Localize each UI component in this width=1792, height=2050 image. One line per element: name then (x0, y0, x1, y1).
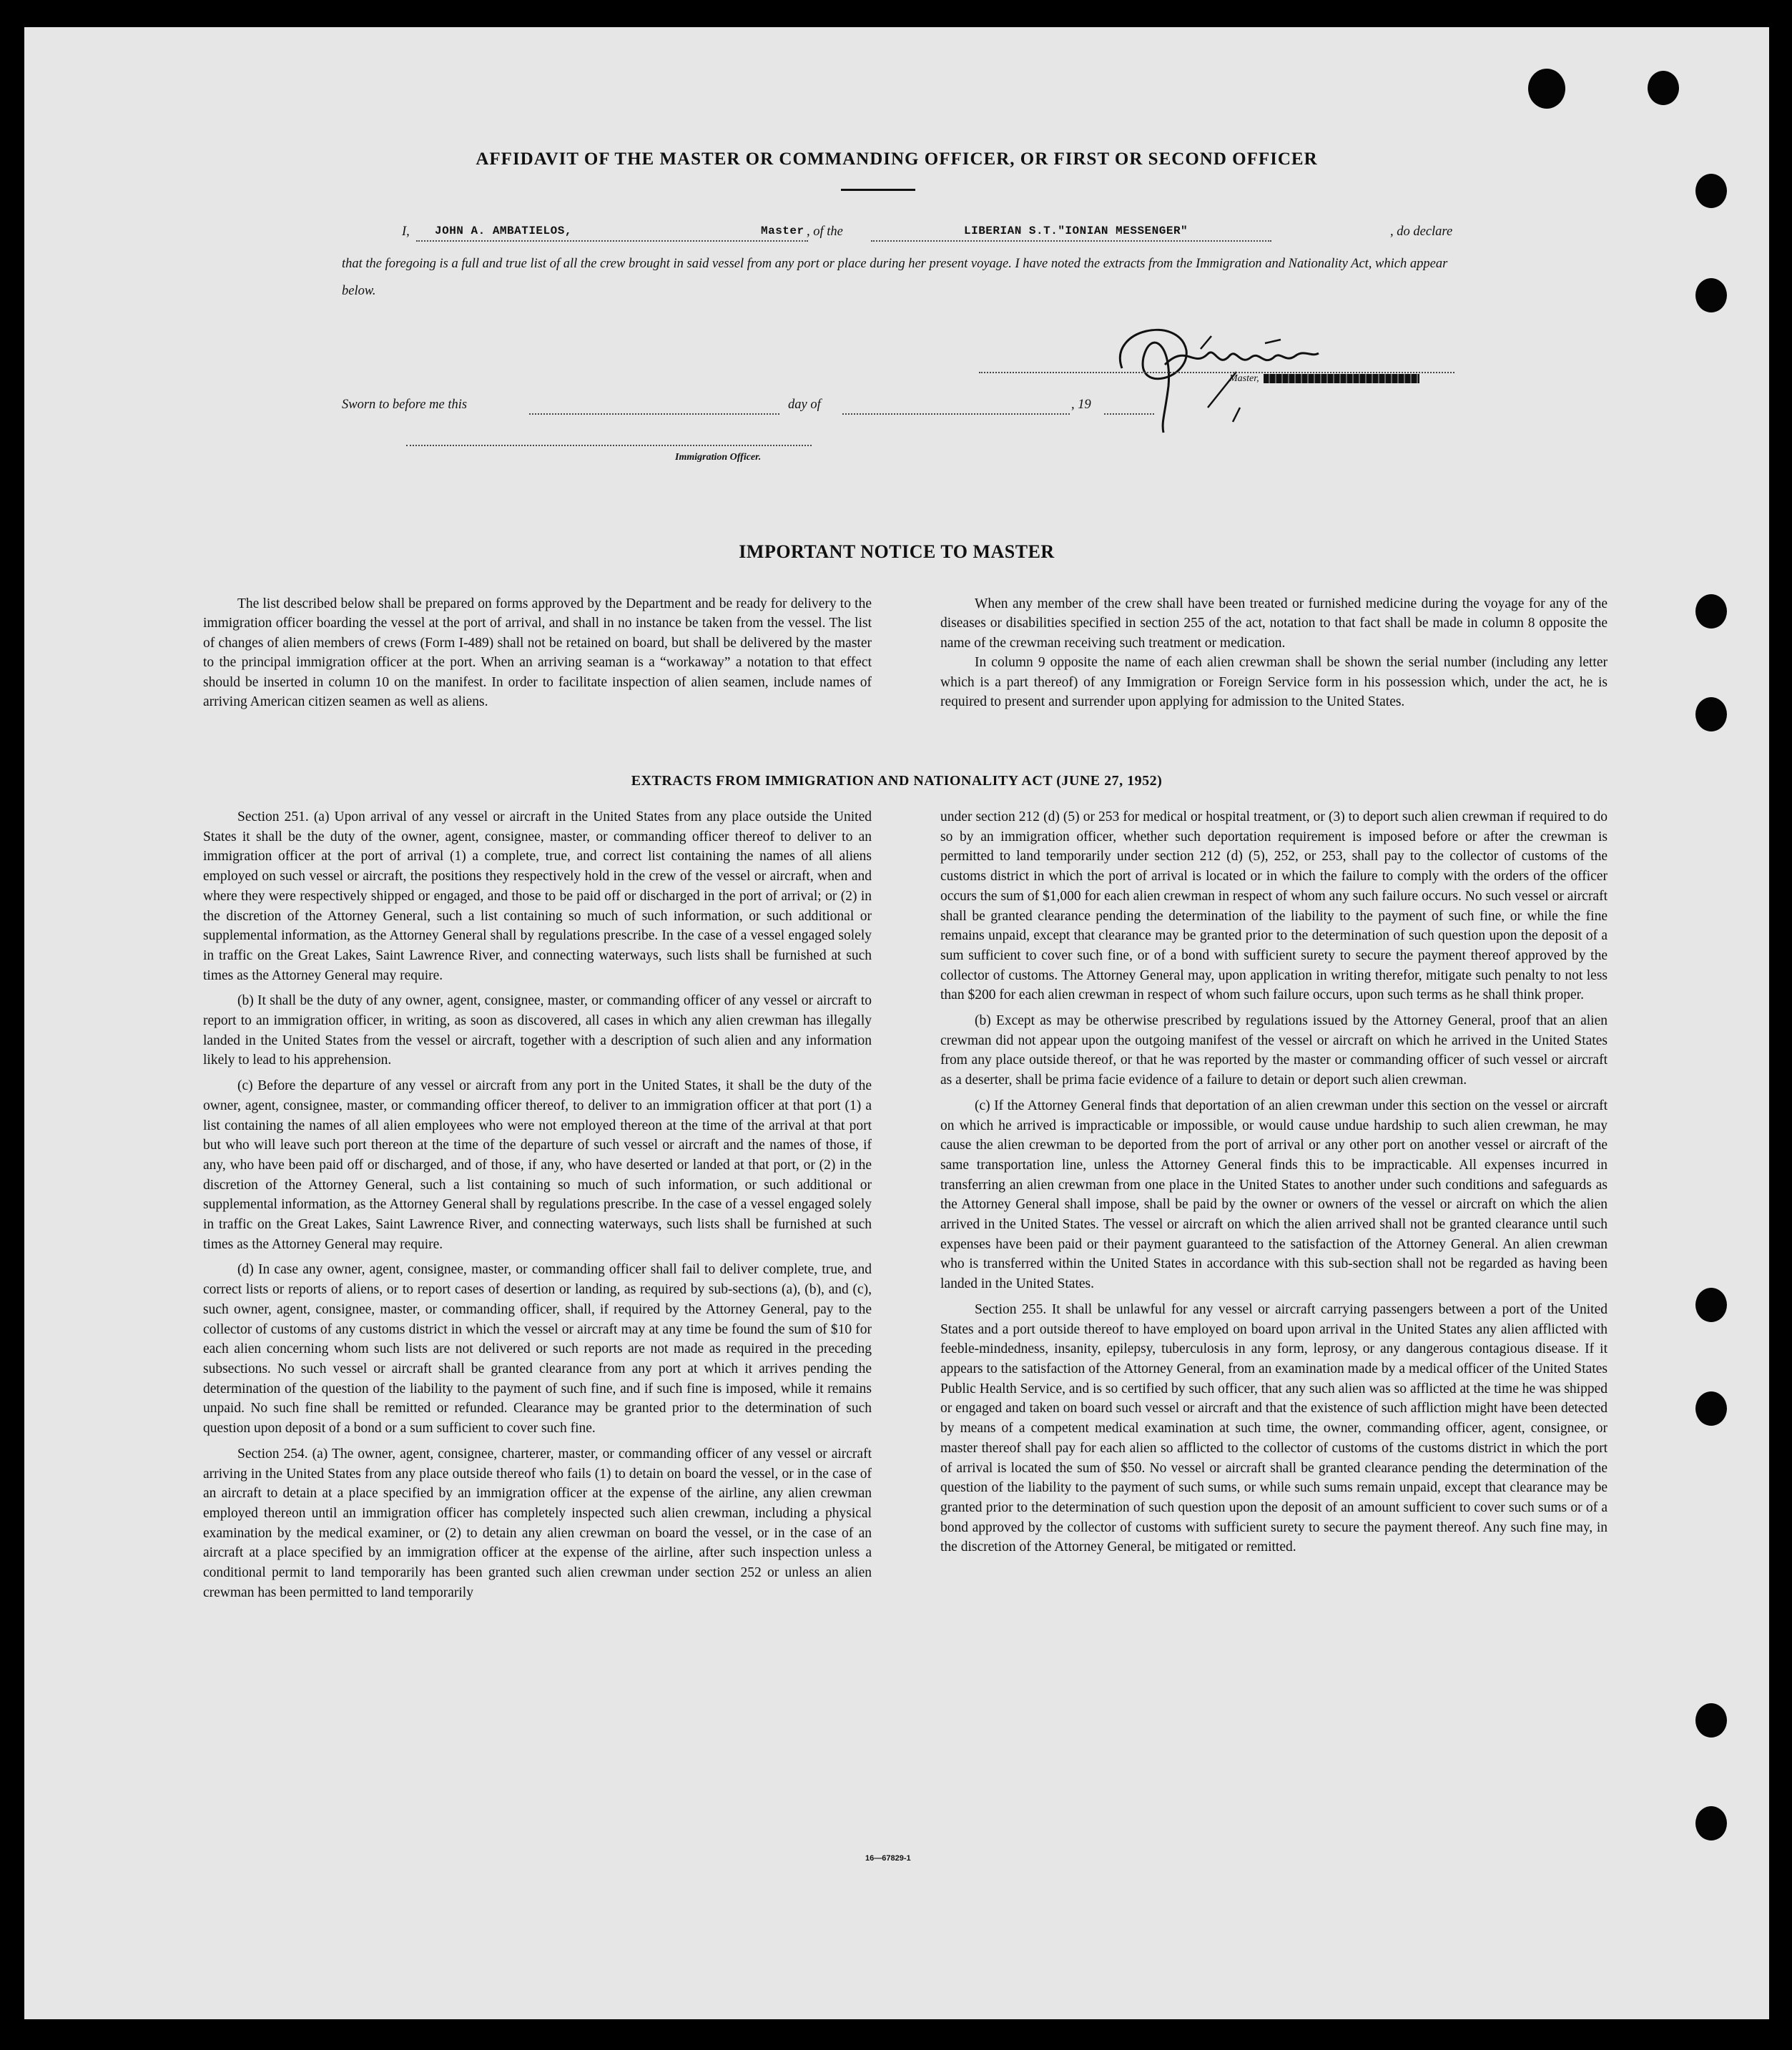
punch-hole (1695, 1703, 1727, 1738)
section-254b: (b) Except as may be otherwise prescribed by regulations issued by the Attorney General, proof that an alien crewman did not appear upon the outgoing manifest of the vessel or aircraft on which he arrived in the United States from any place outside thereof, or that he was reported by the master or commanding officer of such vessel or aircraft as a deserter, shall be prima facie evidence of a failure to detain or deport such alien crewman. (940, 1013, 1608, 1088)
immigration-officer-label: Immigration Officer. (675, 452, 762, 463)
day-of-text: day of (788, 398, 821, 412)
title-divider (841, 189, 915, 191)
sworn-text: Sworn to before me this (342, 398, 468, 412)
signature-label: Master, (1229, 373, 1419, 385)
notice-paragraph: When any member of the crew shall have been treated or furnished medicine during the voyage for any of the diseases or disabilities specified in section 255 of the act, notation to that fact shall be made in column 8 opposite the name of the crewman receiving such treatment or medication. (940, 596, 1608, 651)
vessel-name: LIBERIAN S.T."IONIAN MESSENGER" (964, 225, 1188, 237)
punch-hole (1695, 174, 1727, 208)
sworn-line (342, 398, 1271, 419)
section-254c: (c) If the Attorney General finds that deportation of an alien crewman under this section on the vessel or aircraft on which he arrived is impracticable or impossible, or would cause undue hardship to such alien crewman, he may cause the alien crewman to be deported from the port of arrival or any other port on another vessel or aircraft of the same transportation line, unless the Attorney General finds this to be impracticable. All expenses incurred in transferring an alien crewman from one place in the United States to another under such conditions and safeguards as the Attorney General shall impose, shall be paid by the owner or owners of the vessel or aircraft on which the alien arrived in the United States. The vessel or aircraft on which the alien arrived shall not be granted clearance until such expenses have been paid or their payment guaranteed to the satisfaction of the Attorney General. An alien crewman who is transferred within the United States in accordance with this sub-section shall not be regarded as having been landed in the United States. (940, 1098, 1608, 1292)
struck-out-text (1264, 374, 1419, 383)
do-declare-text: , do declare (1390, 225, 1453, 239)
punch-hole (1695, 697, 1727, 731)
section-254a-continued: under section 212 (d) (5) or 253 for medical or hospital treatment, or (3) to deport such alien crewman if required to do so by an immigration officer, whether such deportation requirement is imposed before or after the crewman is permitted to land temporarily under section 212 (d) (5), 252, or 253, shall pay to the collector of customs of the customs district in which the port of arrival is located or in which the failure to comply with the orders of the officer occurs the sum of $1,000 for each alien crewman in respect of whom any such failure occurs. No such vessel or aircraft shall be granted clearance pending the determination of the liability to the payment of such fine, or while the fine remains unpaid, except that clearance may be granted prior to the determination of such question upon the deposit of a sum sufficient to cover such fine, or of a bond with sufficient surety to secure the payment thereof approved by the collector of customs. The Attorney General may, upon application in writing therefor, mitigate such penalty to not less than $200 for each alien crewman in respect of whom such failure occurs, upon such terms as he shall think proper. (940, 809, 1608, 1003)
affidavit-title: AFFIDAVIT OF THE MASTER OR COMMANDING OFFICER, OR FIRST OR SECOND OFFICER (476, 149, 1318, 169)
section-254a: Section 254. (a) The owner, agent, consignee, charterer, master, or commanding officer of any vessel or aircraft arriving in the United States from any place outside thereof who fails (1) to detain on board the vessel, or in the case of an aircraft to detain at a place specified by an immigration officer at the expense of the airline, any alien crewman employed thereon until an immigration officer has completely inspected such alien crewman, including a physical examination by the medical examiner, or (2) to detain any alien crewman on board the vessel, or in the case of an aircraft at a place specified by an immigration officer at the expense of the airline, after such inspection unless a conditional permit to land temporarily has been granted such alien crewman under section 252 or unless an alien crewman has been permitted to land temporarily (203, 1446, 872, 1600)
of-the-text: , of the (807, 225, 843, 239)
section-251a: Section 251. (a) Upon arrival of any vessel or aircraft in the United States from any place outside the United States it shall be the duty of the owner, agent, consignee, master, or commanding officer thereof to deliver to an immigration officer at the port of arrival (1) a complete, true, and correct list containing the names of all aliens employed on such vessel or aircraft, the positions they respectively hold in the crew of the vessel or aircraft, when and where they were respectively shipped or engaged, and those to be paid off or discharged in the port of arrival; or (2) in the discretion of the Attorney General, such a list containing so much of such information, or such additional or supplemental information, as the Attorney General shall by regulations prescribe. In the case of a vessel engaged solely in traffic on the Great Lakes, Saint Lawrence River, and connecting waterways, such lists shall be furnished at such times as the Attorney General may require. (203, 809, 872, 983)
section-255: Section 255. It shall be unlawful for any vessel or aircraft carrying passengers between a port of the United States and a port outside thereof to have employed on board upon arrival in the United States any alien afflicted with feeble-mindedness, insanity, epilepsy, tuberculosis in any form, leprosy, or any dangerous contagious disease. If it appears to the satisfaction of the Attorney General, from an examination made by a medical officer of the United States Public Health Service, and is so certified by such officer, that any such alien was so afflicted at the time he was shipped or engaged and taken on board such vessel or aircraft and that the existence of such affliction might have been detected by means of a competent medical examination at such time, the owner, commanding officer, agent, consignee, or master thereof shall pay for each alien so afflicted to the collector of customs of the customs district in which the port of arrival is located the sum of $50. No vessel or aircraft shall be granted clearance pending the determination of the question of the liability to the payment of such sums, or while such sums remain unpaid, except that clearance may be granted prior to the determination of such question upon the deposit of an amount sufficient to cover such sums or of a bond approved by the collector of customs with sufficient surety to secure the payment thereof. Any such fine may, in the discretion of the Attorney General, be mitigated or remitted. (940, 1301, 1608, 1555)
punch-hole (1695, 594, 1727, 629)
punch-hole (1695, 1288, 1727, 1322)
name-blank (416, 240, 808, 242)
punch-hole (1648, 71, 1679, 105)
punch-hole (1695, 1806, 1727, 1840)
punch-hole (1695, 278, 1727, 312)
pronoun: I, (402, 225, 410, 239)
section-251c: (c) Before the departure of any vessel or aircraft from any port in the United States, it shall be the duty of the owner, agent, consignee, master, or commanding officer thereof, to deliver to an immigration officer at that port (1) a list containing the names of all alien employees who were not employed thereon at the time of the arrival at that port but who will leave such port thereon at the time of the departure of such vessel or aircraft and the names of those, if any, who have been paid off or discharged, and of those, if any, who have deserted or landed at that port, or (2) in the discretion of the Attorney General, such a list containing so much of such information, or such additional or supplemental information, as the Attorney General shall by regulations prescribe. In the case of a vessel engaged solely in traffic on the Great Lakes, Saint Lawrence River, and connecting waterways, such lists shall be furnished at such times as the Attorney General may require. (203, 1078, 872, 1252)
section-251b: (b) It shall be the duty of any owner, agent, consignee, master, or commanding officer of any vessel or aircraft to report to an immigration officer, in writing, as soon as discovered, all cases in which any alien crewman has illegally landed in the United States from the vessel or aircraft, together with a description of such alien and any information likely to lead to his apprehension. (203, 993, 872, 1068)
document-page (24, 27, 1769, 2019)
declarant-rank: Master (761, 225, 804, 237)
sworn-month-blank (842, 413, 1070, 415)
punch-hole (1695, 1391, 1727, 1426)
notice-left-column (203, 594, 872, 711)
sworn-year-blank (1104, 413, 1154, 415)
notice-title: IMPORTANT NOTICE TO MASTER (739, 541, 1055, 562)
punch-hole (1528, 69, 1565, 109)
year-text: , 19 (1071, 398, 1091, 412)
declaration-line (342, 225, 1479, 249)
form-number: 16—67829-1 (865, 1854, 911, 1863)
extracts-title: EXTRACTS FROM IMMIGRATION AND NATIONALITY ACT (JUNE 27, 1952) (631, 773, 1163, 789)
declaration-body: that the foregoing is a full and true list of all the crew brought in said vessel from any port or place during her present voyage. I have noted the extracts from the Immigration and Nationality Act, which appear below. (342, 257, 1448, 298)
immigration-officer-line (406, 445, 812, 446)
sworn-day-blank (529, 413, 779, 415)
vessel-blank (871, 240, 1271, 242)
extracts-right-column (940, 807, 1608, 1563)
notice-paragraph: The list described below shall be prepared on forms approved by the Department and be ready for delivery to the immigration officer boarding the vessel at the port of arrival, and shall in no instance be taken from the vessel. The list of changes of alien members of crews (Form I-489) shall not be retained on board, but shall be delivered by the master to the principal immigration officer at the port. When an arriving seaman is a “workaway” a notation to that effect should be inserted in column 10 on the manifest. In order to facilitate inspection of alien seamen, include names of arriving American citizen seamen as well as aliens. (203, 596, 872, 710)
declarant-name: JOHN A. AMBATIELOS, (435, 225, 572, 237)
notice-right-column (940, 594, 1608, 711)
extracts-left-column (203, 807, 872, 1608)
section-251d: (d) In case any owner, agent, consignee, master, or commanding officer shall fail to deliver complete, true, and correct lists or reports of aliens, or to report cases of desertion or landing, as required by sub-sections (a), (b), and (c), such owner, agent, consignee, master, or commanding officer, shall, if required by the Attorney General, pay to the collector of customs of any customs district in which the vessel or aircraft may at any time be found the sum of $10 for each alien concerning whom such lists are not delivered or such reports are not made as required in the preceding subsections. No such vessel or aircraft shall be granted clearance from any port at which it arrives pending the determination of the question of the liability to the payment of such fine, and if such fine is imposed, while it remains unpaid. No such fine shall be remitted or refunded. Clearance may be granted prior to the determination of such question upon deposit of a bond or a sum sufficient to cover such fine. (203, 1262, 872, 1437)
notice-paragraph: In column 9 opposite the name of each alien crewman shall be shown the serial number (including any letter which is a part thereof) of any Immigration or Foreign Service form in his possession which, under the act, he is required to present and surrender upon applying for admission to the United States. (940, 655, 1608, 710)
